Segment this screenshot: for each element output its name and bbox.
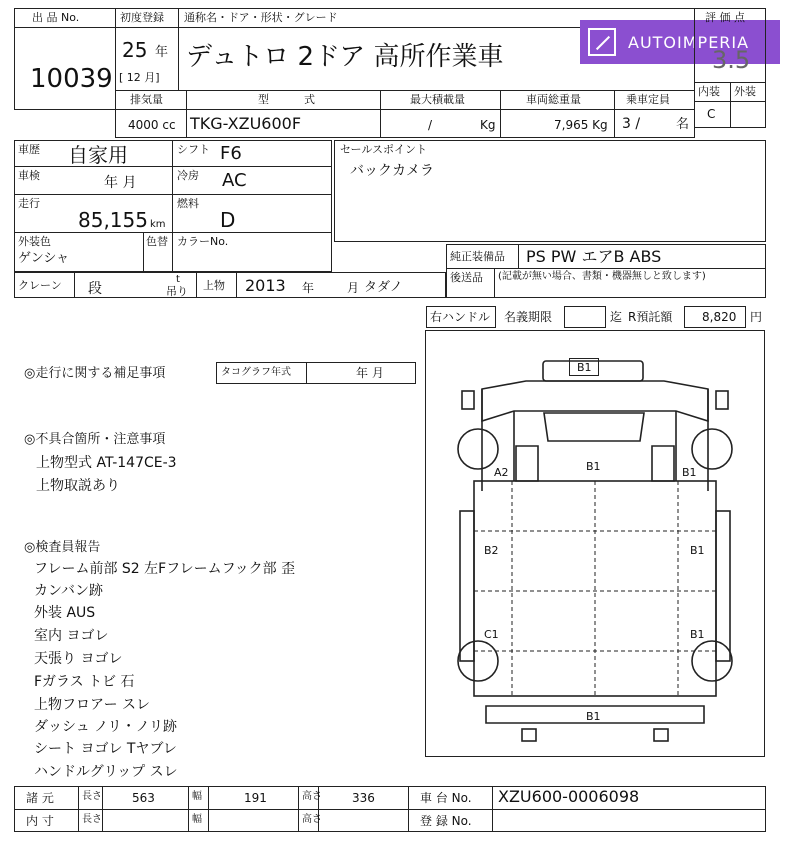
damage-mark: B1 — [690, 544, 705, 557]
equipment-value: PS PW エアB ABS — [526, 247, 662, 266]
length-value: 563 — [132, 791, 155, 805]
steering-value: 右ハンドル — [430, 310, 491, 324]
color-label: 外装色 — [18, 235, 51, 248]
interior-label: 内装 — [698, 85, 720, 98]
ac-label: 冷房 — [177, 169, 199, 182]
width-label: 幅 — [192, 791, 202, 802]
ac-value: AC — [222, 170, 247, 191]
crane-lift: 吊り — [166, 285, 188, 298]
vehicle-diagram — [425, 330, 765, 757]
inspector-label: ◎検査員報告 — [24, 540, 101, 555]
divider — [380, 90, 381, 138]
body-maker: タダノ — [364, 280, 403, 295]
length-label-2: 長さ — [82, 814, 102, 825]
driving-notes-label: ◎走行に関する補足事項 — [24, 366, 166, 381]
inspector-line: 室内 ヨゴレ — [34, 628, 109, 644]
displacement-value: 4000 cc — [128, 118, 176, 132]
divider — [494, 268, 495, 298]
inspector-line: ダッシュ ノリ・ノリ跡 — [34, 719, 178, 735]
height-value: 336 — [352, 791, 375, 805]
crane-stage: 段 — [88, 281, 102, 297]
recycle-value: 8,820 — [702, 310, 737, 324]
equipment-label: 純正装備品 — [450, 250, 505, 263]
type-value: TKG-XZU600F — [190, 114, 302, 133]
divider — [236, 272, 237, 298]
divider — [730, 82, 731, 128]
divider — [614, 90, 615, 138]
tacho-label: タコグラフ年式 — [221, 367, 291, 378]
divider — [306, 362, 307, 384]
history-label: 車歴 — [18, 143, 40, 156]
history-value: 自家用 — [68, 143, 128, 167]
divider — [408, 786, 409, 832]
damage-mark: B1 — [682, 466, 697, 479]
defects-label: ◎不具合箇所・注意事項 — [24, 432, 166, 447]
inspector-line: カンバン跡 — [34, 583, 104, 599]
divider — [115, 109, 695, 110]
height-label: 高さ — [302, 791, 322, 802]
recycle-unit: 円 — [750, 310, 763, 324]
shift-label: シフト — [177, 143, 210, 156]
payload-unit: Kg — [480, 118, 496, 132]
divider — [14, 232, 332, 233]
model-name: デュトロ 2ドア 高所作業車 — [186, 42, 504, 72]
chassis-label: 車 台 No. — [420, 791, 472, 805]
divider — [500, 90, 501, 138]
mileage-label: 走行 — [18, 197, 40, 210]
capacity-value: 3 / — [622, 116, 641, 132]
reg-year: 25 — [122, 38, 148, 62]
inspector-line: Fガラス トビ 石 — [34, 674, 135, 690]
crane-label: クレーン — [18, 279, 62, 292]
divider — [172, 140, 173, 272]
damage-mark: C1 — [484, 628, 499, 641]
logo-mark-icon — [588, 28, 616, 56]
damage-mark: B1 — [586, 710, 601, 723]
divider — [178, 8, 179, 91]
divider — [186, 90, 187, 138]
exterior-label: 外装 — [734, 85, 756, 98]
divider — [143, 232, 144, 272]
divider — [78, 786, 79, 832]
width-value: 191 — [244, 791, 267, 805]
mileage-unit: km — [150, 219, 166, 230]
divider — [14, 809, 766, 810]
divider — [518, 244, 519, 268]
shift-value: F6 — [220, 143, 242, 164]
capacity-unit: 名 — [676, 117, 690, 132]
width-label-2: 幅 — [192, 814, 202, 825]
recycle-label: R預託額 — [628, 310, 673, 324]
defect-line: 上物取説あり — [36, 478, 120, 494]
first-reg-label: 初度登録 — [120, 11, 164, 24]
sales-point-label: セールスポイント — [340, 143, 428, 156]
divider — [74, 272, 75, 298]
grade-value: 3.5 — [712, 46, 751, 74]
logo-text: AUTOIMPERIA — [628, 32, 750, 52]
gross-weight-label: 車両総重量 — [526, 93, 581, 106]
title-expiry-box — [564, 306, 606, 328]
fuel-label: 燃料 — [177, 197, 199, 210]
damage-mark: B1 — [690, 628, 705, 641]
divider — [298, 786, 299, 832]
registration-label: 登 録 No. — [420, 814, 472, 828]
model-label: 通称名・ドア・形状・グレード — [184, 11, 338, 24]
title-expiry-label: 名義期限 — [504, 310, 553, 324]
interior-dims-label: 内 寸 — [26, 814, 54, 828]
truck-outline-icon — [426, 331, 764, 756]
height-label-2: 高さ — [302, 814, 322, 825]
reg-year-unit: 年 — [155, 45, 169, 60]
color-change-label: 色替 — [146, 235, 168, 248]
inspector-line: ハンドルグリップ スレ — [34, 764, 178, 780]
inspector-line: 上物フロアー スレ — [34, 697, 151, 713]
divider — [208, 786, 209, 832]
divider — [102, 786, 103, 832]
body-year-unit: 年 — [302, 281, 315, 295]
reg-month: [ 12 月] — [119, 71, 160, 84]
damage-mark: B1 — [586, 460, 601, 473]
inspector-line: 外装 AUS — [34, 605, 96, 621]
aftermarket-note: (記載が無い場合、書類・機器無しと致します) — [498, 271, 706, 282]
body-month: 月 — [347, 281, 360, 295]
lot-label: 出 品 No. — [32, 11, 80, 24]
divider — [14, 166, 332, 167]
type-label-2: 式 — [304, 93, 315, 106]
length-label: 長さ — [82, 791, 102, 802]
payload-value: / — [428, 118, 433, 132]
body-label: 上物 — [203, 279, 225, 292]
inspection-label: 車検 — [18, 169, 40, 182]
damage-mark: A2 — [494, 466, 509, 479]
inspector-line: シート ヨゴレ Tヤブレ — [34, 741, 177, 757]
inspection-value: 年 月 — [104, 175, 137, 191]
crane-t: t — [176, 274, 180, 285]
divider — [492, 786, 493, 832]
chassis-value: XZU600-0006098 — [498, 787, 640, 806]
fuel-value: D — [220, 208, 236, 232]
grade-label: 評 価 点 — [705, 11, 745, 24]
aftermarket-label: 後送品 — [450, 271, 483, 284]
divider — [14, 194, 332, 195]
divider — [188, 786, 189, 832]
defect-line: 上物型式 AT-147CE-3 — [36, 455, 177, 471]
gross-weight-value: 7,965 Kg — [554, 118, 608, 132]
body-year: 2013 — [245, 276, 286, 295]
payload-label: 最大積載量 — [410, 93, 465, 106]
inspector-line: フレーム前部 S2 左Fフレームフック部 歪 — [34, 561, 296, 577]
mileage-value: 85,155 — [78, 208, 148, 232]
damage-mark: B1 — [577, 361, 592, 374]
divider — [196, 272, 197, 298]
tacho-value: 年 月 — [356, 366, 384, 380]
color-no-label: カラーNo. — [177, 235, 229, 248]
capacity-label: 乗車定員 — [626, 93, 670, 106]
displacement-label: 排気量 — [130, 93, 163, 106]
inspector-line: 天張り ヨゴレ — [34, 651, 123, 667]
dims-label: 諸 元 — [26, 791, 54, 805]
damage-mark: B2 — [484, 544, 499, 557]
lot-number: 10039 — [30, 64, 113, 94]
type-label-1: 型 — [258, 93, 269, 106]
until-label: 迄 — [610, 310, 623, 324]
interior-value: C — [707, 107, 716, 121]
color-value: ゲンシャ — [18, 251, 70, 266]
sales-point-value: バックカメラ — [350, 163, 434, 179]
